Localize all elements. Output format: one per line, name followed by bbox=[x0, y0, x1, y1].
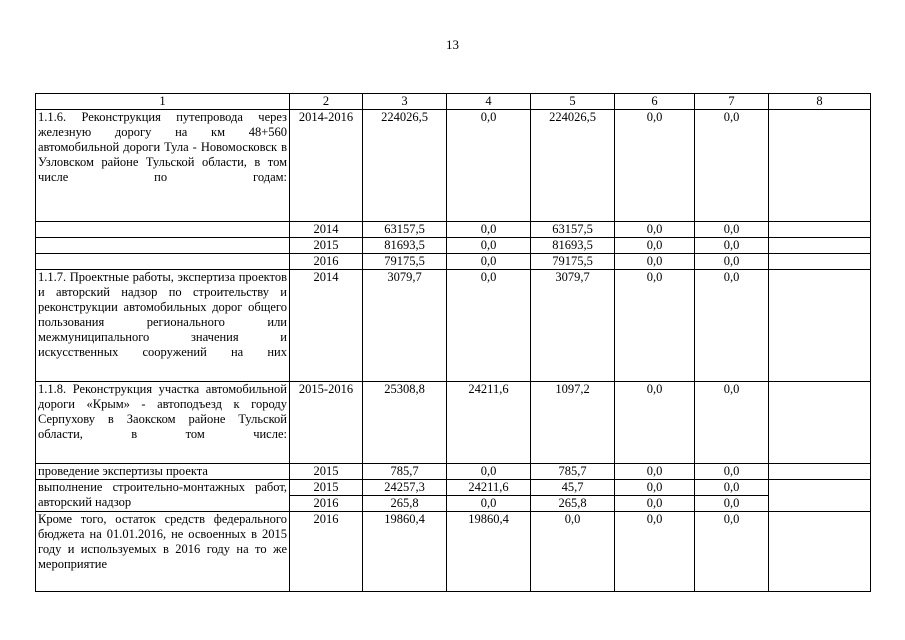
value-cell: 63157,5 bbox=[363, 222, 447, 238]
value-cell: 0,0 bbox=[615, 222, 695, 238]
value-cell: 0,0 bbox=[447, 110, 531, 222]
value-cell: 224026,5 bbox=[363, 110, 447, 222]
value-cell: 0,0 bbox=[615, 238, 695, 254]
table-row bbox=[36, 110, 871, 222]
table-row bbox=[36, 512, 871, 592]
value-cell: 0,0 bbox=[615, 464, 695, 480]
value-cell: 0,0 bbox=[695, 222, 769, 238]
table-row bbox=[36, 222, 871, 238]
value-cell bbox=[769, 110, 871, 222]
value-cell: 0,0 bbox=[615, 110, 695, 222]
value-cell: 0,0 bbox=[615, 512, 695, 592]
header-cell: 2 bbox=[290, 94, 363, 110]
period-cell: 2015 bbox=[290, 464, 363, 480]
value-cell: 0,0 bbox=[615, 270, 695, 382]
item-name bbox=[36, 238, 290, 254]
value-cell: 0,0 bbox=[695, 238, 769, 254]
value-cell: 0,0 bbox=[615, 480, 695, 496]
value-cell: 3079,7 bbox=[363, 270, 447, 382]
item-name: проведение экспертизы проекта bbox=[36, 464, 290, 480]
period-cell: 2015-2016 bbox=[290, 382, 363, 464]
period-cell: 2015 bbox=[290, 238, 363, 254]
value-cell bbox=[769, 480, 871, 512]
header-cell: 5 bbox=[531, 94, 615, 110]
value-cell: 0,0 bbox=[447, 222, 531, 238]
value-cell: 1097,2 bbox=[531, 382, 615, 464]
value-cell bbox=[769, 222, 871, 238]
value-cell: 81693,5 bbox=[531, 238, 615, 254]
period-cell: 2015 bbox=[290, 480, 363, 496]
header-cell: 4 bbox=[447, 94, 531, 110]
value-cell: 0,0 bbox=[695, 110, 769, 222]
value-cell: 79175,5 bbox=[363, 254, 447, 270]
value-cell: 785,7 bbox=[363, 464, 447, 480]
value-cell: 79175,5 bbox=[531, 254, 615, 270]
value-cell: 0,0 bbox=[447, 254, 531, 270]
value-cell: 0,0 bbox=[695, 464, 769, 480]
value-cell: 0,0 bbox=[695, 254, 769, 270]
table-row bbox=[36, 238, 871, 254]
item-name: 1.1.7. Проектные работы, экспертиза проектов и авторский надзор по строительству и реконструкции автомобильных дорог общего пользования регионального или межмуниципального значения и искусственных сооружений на них bbox=[36, 270, 290, 382]
value-cell: 265,8 bbox=[531, 496, 615, 512]
item-name: выполнение строительно-монтажных работ, авторский надзор bbox=[36, 480, 290, 512]
value-cell: 265,8 bbox=[363, 496, 447, 512]
value-cell: 0,0 bbox=[615, 382, 695, 464]
table-row bbox=[36, 480, 871, 496]
value-cell: 0,0 bbox=[615, 496, 695, 512]
value-cell: 0,0 bbox=[531, 512, 615, 592]
value-cell bbox=[769, 238, 871, 254]
budget-table bbox=[35, 93, 871, 592]
value-cell: 24211,6 bbox=[447, 382, 531, 464]
header-cell: 3 bbox=[363, 94, 447, 110]
value-cell: 0,0 bbox=[695, 480, 769, 496]
page-number: 13 bbox=[446, 37, 459, 52]
header-cell: 6 bbox=[615, 94, 695, 110]
value-cell: 0,0 bbox=[447, 496, 531, 512]
value-cell: 0,0 bbox=[695, 382, 769, 464]
period-cell: 2016 bbox=[290, 496, 363, 512]
header-cell: 1 bbox=[36, 94, 290, 110]
period-cell: 2016 bbox=[290, 512, 363, 592]
value-cell bbox=[769, 512, 871, 592]
value-cell: 0,0 bbox=[695, 496, 769, 512]
table-row bbox=[36, 270, 871, 382]
value-cell bbox=[769, 382, 871, 464]
value-cell: 45,7 bbox=[531, 480, 615, 496]
item-name bbox=[36, 254, 290, 270]
table-row bbox=[36, 382, 871, 464]
value-cell: 25308,8 bbox=[363, 382, 447, 464]
value-cell: 24257,3 bbox=[363, 480, 447, 496]
value-cell: 3079,7 bbox=[531, 270, 615, 382]
item-name: 1.1.8. Реконструкция участка автомобильной дороги «Крым» - автоподъезд к городу Серпухову в Заокском районе Тульской области, в том числе: bbox=[36, 382, 290, 464]
table-row bbox=[36, 254, 871, 270]
period-cell: 2014-2016 bbox=[290, 110, 363, 222]
value-cell: 19860,4 bbox=[447, 512, 531, 592]
value-cell: 63157,5 bbox=[531, 222, 615, 238]
table-header-row bbox=[36, 94, 871, 110]
item-name: 1.1.6. Реконструкция путепровода через железную дорогу на км 48+560 автомобильной дороги Тула - Новомосковск в Узловском районе Тульской области, в том числе по годам: bbox=[36, 110, 290, 222]
header-cell: 7 bbox=[695, 94, 769, 110]
value-cell: 785,7 bbox=[531, 464, 615, 480]
value-cell: 24211,6 bbox=[447, 480, 531, 496]
period-cell: 2016 bbox=[290, 254, 363, 270]
table-row bbox=[36, 464, 871, 480]
value-cell: 224026,5 bbox=[531, 110, 615, 222]
value-cell: 0,0 bbox=[695, 270, 769, 382]
value-cell bbox=[769, 254, 871, 270]
value-cell: 0,0 bbox=[447, 270, 531, 382]
value-cell: 81693,5 bbox=[363, 238, 447, 254]
value-cell: 0,0 bbox=[447, 464, 531, 480]
period-cell: 2014 bbox=[290, 270, 363, 382]
value-cell: 0,0 bbox=[447, 238, 531, 254]
period-cell: 2014 bbox=[290, 222, 363, 238]
item-name bbox=[36, 222, 290, 238]
item-name: Кроме того, остаток средств федерального бюджета на 01.01.2016, не освоенных в 2015 году и используемых в 2016 году на то же мероприятие bbox=[36, 512, 290, 592]
header-cell: 8 bbox=[769, 94, 871, 110]
value-cell bbox=[769, 464, 871, 480]
value-cell: 0,0 bbox=[695, 512, 769, 592]
value-cell: 19860,4 bbox=[363, 512, 447, 592]
value-cell: 0,0 bbox=[615, 254, 695, 270]
value-cell bbox=[769, 270, 871, 382]
